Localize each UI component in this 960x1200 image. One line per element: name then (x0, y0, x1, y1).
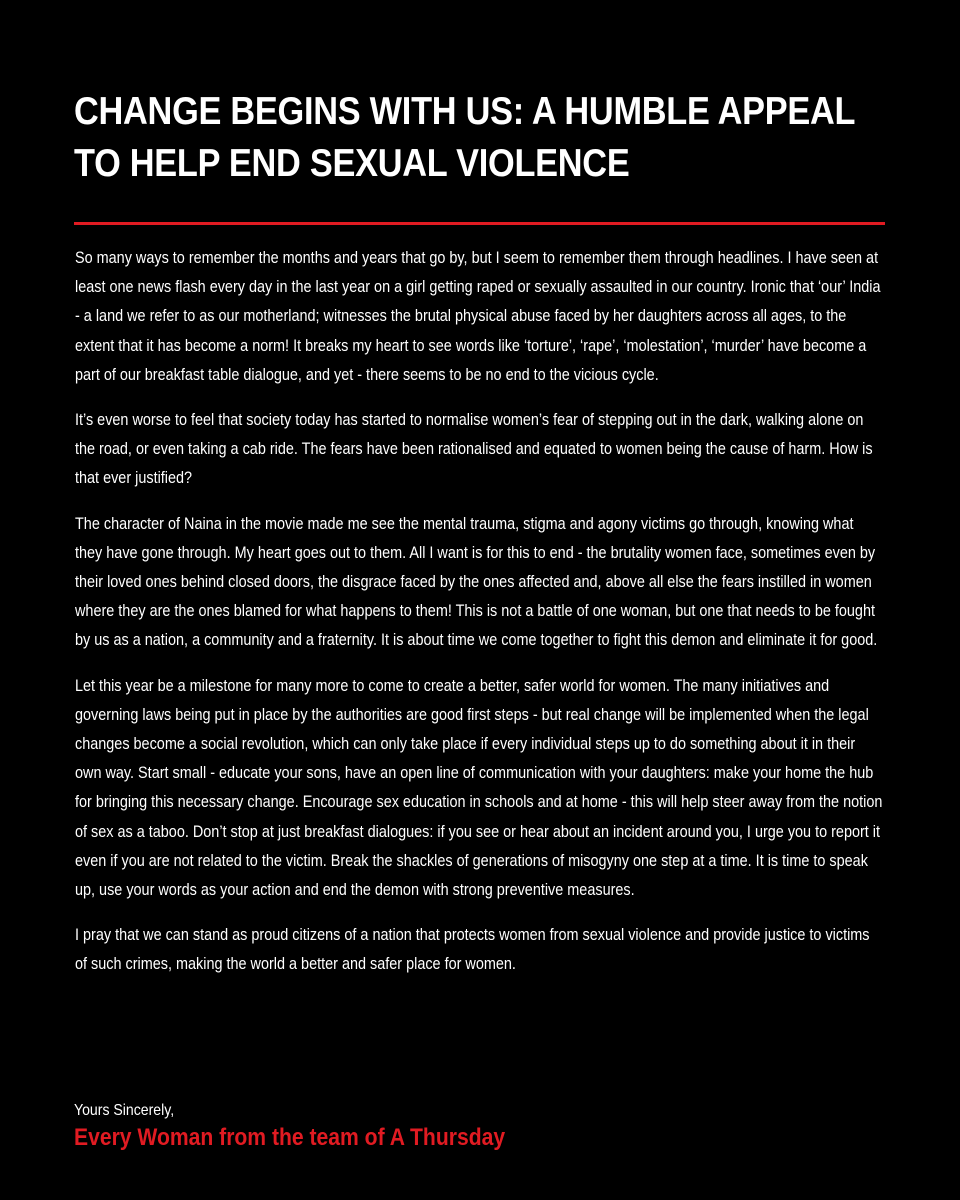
paragraph-5: I pray that we can stand as proud citizens of a nation that protects women from sexual violence and provide justice to victims of such crimes, making the world a better and safer place for women. (75, 926, 870, 974)
signoff: Yours Sincerely, (74, 1102, 175, 1119)
letter-body (75, 244, 885, 996)
signature: Every Woman from the team of A Thursday (74, 1124, 506, 1151)
paragraph-2: It’s even worse to feel that society today has started to normalise women’s fear of stepping out in the dark, walking alone on the road, or even taking a cab ride. The fears have been rationalised and equated to women being the cause of harm. How is that ever justified? (75, 411, 873, 488)
paragraph-1: So many ways to remember the months and years that go by, but I seem to remember them through headlines. I have seen at least one news flash every day in the last year on a girl getting raped or sexually assaulted in our country. Ironic that ‘our’ India - a land we refer to as our motherland; witnesses the brutal physical abuse faced by her daughters across all ages, to the extent that it has become a norm! It breaks my heart to see words like ‘torture’, ‘rape’, ‘molestation’, ‘murder’ have become a part of our breakfast table dialogue, and yet - there seems to be no end to the vicious cycle. (75, 249, 881, 384)
paragraph-4: Let this year be a milestone for many more to come to create a better, safer world for women. The many initiatives and governing laws being put in place by the authorities are good first steps - but real change will be implemented when the legal changes become a social revolution, which can only take place if every individual steps up to do something about it in their own way. Start small - educate your sons, have an open line of communication with your daughters: make your home the hub for bringing this necessary change. Encourage sex education in schools and at home - this will help steer away from the notion of sex as a taboo. Don’t stop at just breakfast dialogues: if you see or hear about an incident around you, I urge you to report it even if you are not related to the victim. Break the shackles of generations of misogyny one step at a time. It is time to speak up, use your words as your action and end the demon with strong preventive measures. (75, 676, 883, 900)
title-line-1: CHANGE BEGINS WITH US: A HUMBLE APPEAL (74, 90, 856, 133)
paragraph-3: The character of Naina in the movie made me see the mental trauma, stigma and agony victims go through, knowing what they have gone through. My heart goes out to them. All I want is for this to end - the brutality women face, sometimes even by their loved ones behind closed doors, the disgrace faced by the ones affected and, above all else the fears instilled in women where they are the ones blamed for what happens to them! This is not a battle of one woman, but one that needs to be fought by us as a nation, a community and a fraternity. It is about time we come together to fight this demon and eliminate it for good. (75, 514, 878, 650)
title-line-2: TO HELP END SEXUAL VIOLENCE (74, 142, 630, 185)
page-title (74, 86, 856, 190)
title-divider (74, 222, 885, 225)
